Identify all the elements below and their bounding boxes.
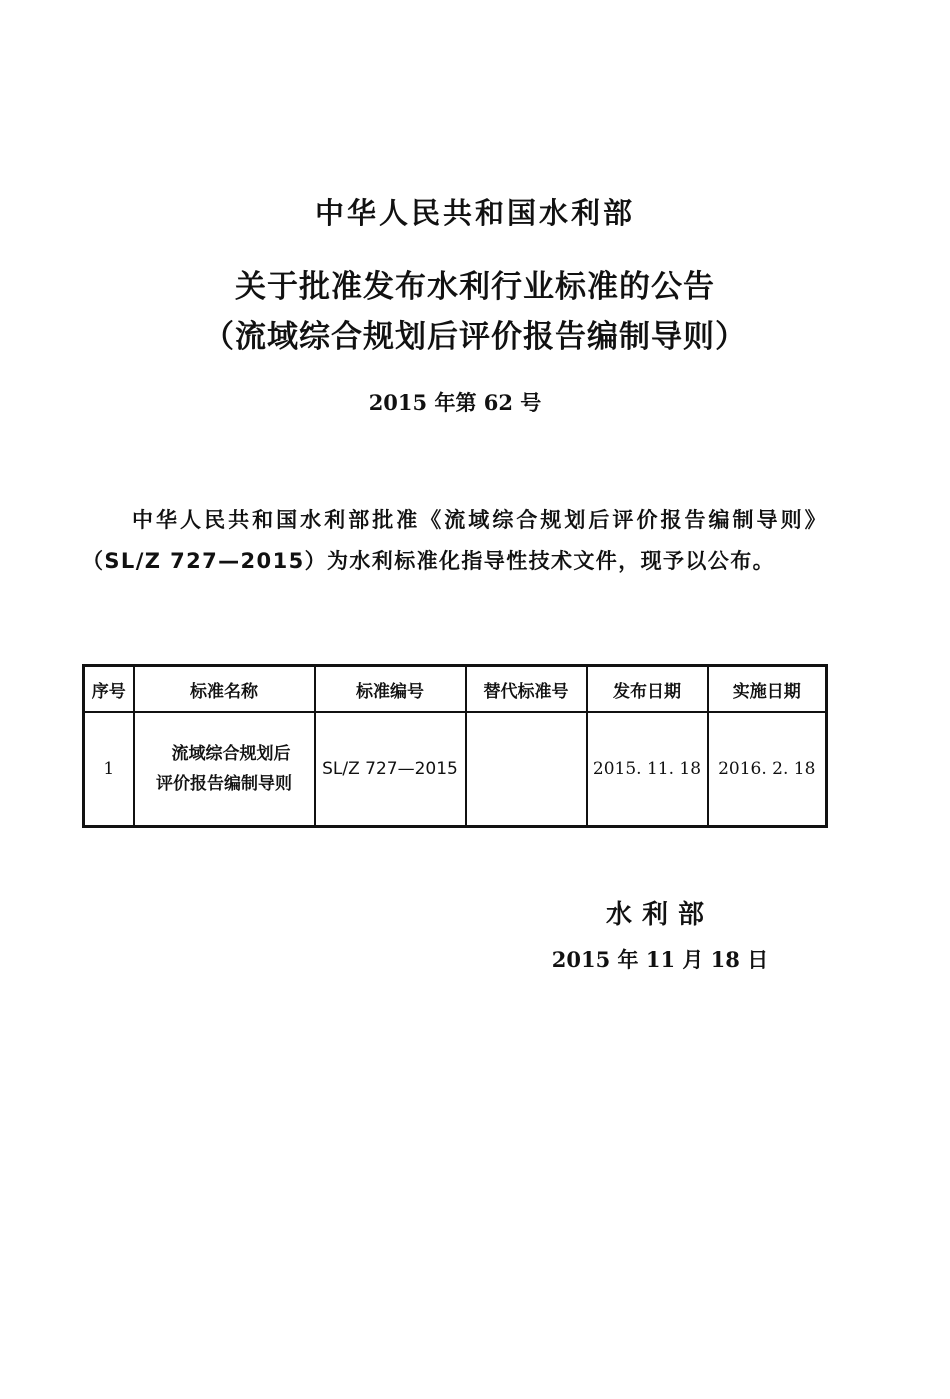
standard-name-line2: 评价报告编制导则 [156,774,292,794]
document-number: 2015 年第 62 号 [368,390,542,415]
cell-index: 1 [84,712,134,827]
announcement-title: 关于批准发布水利行业标准的公告 [235,269,715,305]
cell-effective-date: 2016. 2. 18 [708,712,827,827]
cell-standard-name [134,712,315,827]
column-header-issued: 发布日期 [587,666,708,713]
cell-standard-code: SL/Z 727—2015 [315,712,466,827]
column-header-code: 标准编号 [315,666,466,713]
column-header-name: 标准名称 [134,666,315,713]
cell-issued-date: 2015. 11. 18 [587,712,708,827]
table-row [84,712,827,827]
column-header-index: 序号 [84,666,134,713]
ministry-heading: 中华人民共和国水利部 [314,196,635,230]
table-header-row [84,666,827,713]
column-header-replaces: 替代标准号 [466,666,587,713]
column-header-effective: 实施日期 [708,666,827,713]
announcement-body: 中华人民共和国水利部批准《流域综合规划后评价报告编制导则》（SL/Z 727—2015）为水利标准化指导性技术文件，现予以公布。 [82,508,827,573]
issuer-signature: 水利部 [605,900,714,930]
standards-table [82,664,828,828]
issue-date: 2015 年 11 月 18 日 [551,947,769,972]
standard-name-line1: 流域综合规划后 [171,744,291,764]
announcement-subtitle: （流域综合规划后评价报告编制导则） [203,319,747,355]
cell-replaces [466,712,587,827]
